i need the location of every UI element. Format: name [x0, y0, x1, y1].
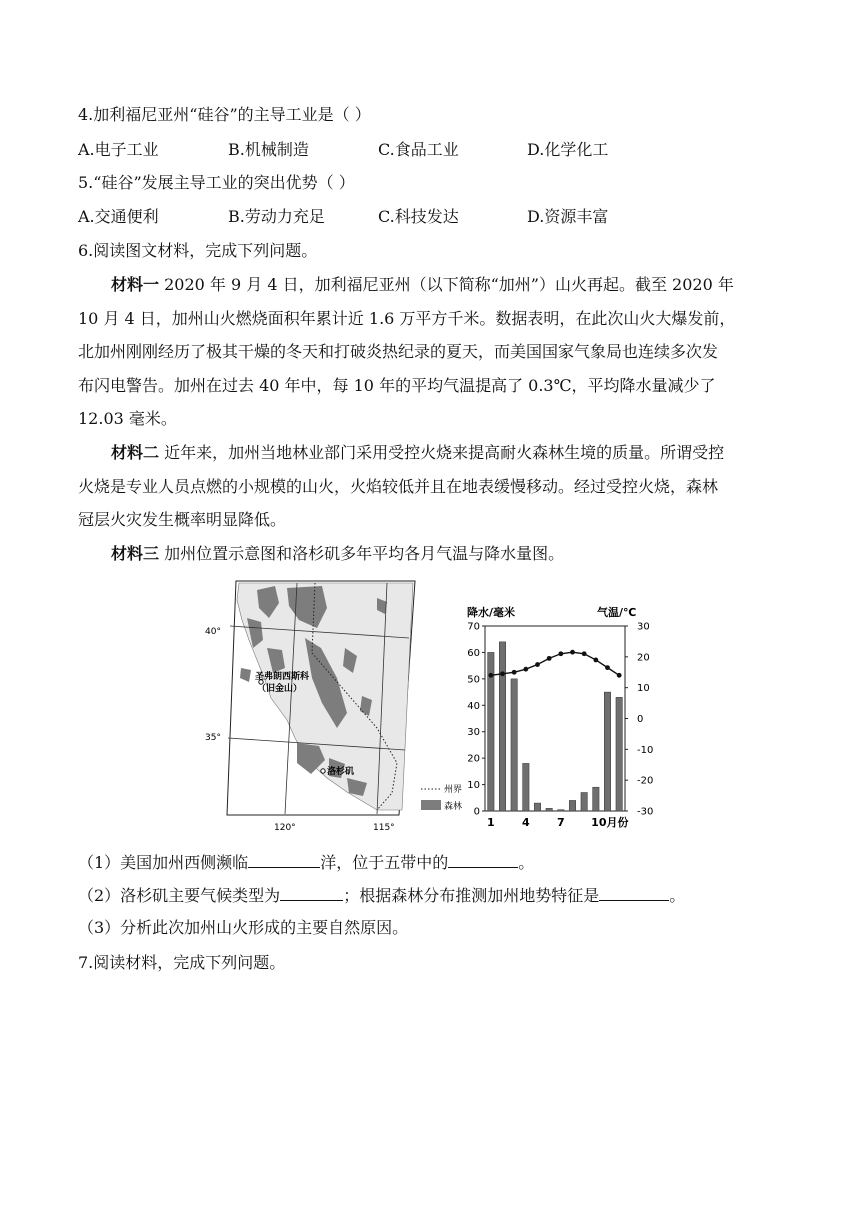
temperature-line [491, 652, 619, 675]
q4-stem: 4.加利福尼亚州“硅谷”的主导工业是（ ） [78, 105, 371, 124]
temperature-point-1 [488, 673, 493, 678]
material-1-label: 材料一 [111, 275, 160, 294]
material-1-text: 2020 年 9 月 4 日，加利福尼亚州（以下简称“加州”）山火再起。截至 2020 年 [159, 275, 734, 294]
right-tick-label: 30 [637, 621, 650, 633]
sub2-text-b: ；根据森林分布推测加州地势特征是 [343, 886, 600, 905]
material-3-line [111, 543, 564, 565]
sf-label-2: （旧金山） [257, 684, 303, 694]
left-tick-label: 60 [467, 647, 480, 659]
x-tick-label: 4 [522, 816, 530, 829]
left-tick-label: 40 [467, 700, 480, 712]
q4-option-d: D.化学化工 [527, 140, 609, 159]
right-axis-title: 气温/℃ [597, 606, 637, 619]
material-3-text: 加州位置示意图和洛杉矶多年平均各月气温与降水量图。 [159, 544, 565, 563]
x-tick-label: 10月份 [591, 816, 629, 829]
lat-35-label: 35° [205, 733, 221, 743]
sub1-text-c: 。 [518, 853, 535, 872]
precip-bar-4 [523, 763, 529, 811]
temperature-point-2 [500, 671, 505, 676]
material-1-line-2: 10 月 4 日，加州山火燃烧面积年累计近 1.6 万平方千米。数据表明，在此次山火大爆发前， [78, 309, 736, 328]
chart-plot-frame [485, 626, 625, 811]
left-axis-title: 降水/毫米 [467, 606, 516, 619]
precip-bar-11 [604, 692, 610, 811]
precip-bar-2 [499, 642, 505, 811]
lon-120-label: 120° [274, 823, 296, 833]
sub2-blank-2[interactable] [599, 884, 669, 901]
q5-option-a: A.交通便利 [78, 207, 159, 226]
sub2-blank-1[interactable] [280, 884, 343, 901]
sub1-text-b: 洋，位于五带中的 [320, 853, 449, 872]
temperature-point-10 [593, 658, 598, 663]
q5-stem: 5.“硅谷”发展主导工业的突出优势（ ） [78, 173, 355, 192]
sf-label: 圣弗朗西斯科 [255, 672, 310, 682]
lon-115-label: 115° [373, 823, 395, 833]
right-tick-label: -10 [637, 744, 654, 756]
left-tick-label: 70 [467, 621, 480, 633]
precip-bar-3 [511, 679, 517, 811]
sub1-text-a: （1）美国加州西侧濒临 [78, 853, 249, 872]
material-1-line-5: 12.03 毫米。 [78, 409, 177, 428]
material-2-text: 近年来，加州当地林业部门采用受控火烧来提高耐火森林生境的质量。所谓受控 [159, 443, 725, 462]
temperature-point-5 [535, 662, 540, 667]
temperature-point-7 [558, 651, 563, 656]
material-1-line-4: 布闪电警告。加州在过去 40 年中，每 10 年的平均气温提高了 0.3℃，平均降水量减少了 [78, 376, 716, 395]
material-2-line-2: 火烧是专业人员点燃的小规模的山火，火焰较低并且在地表缓慢移动。经过受控火烧，森林 [78, 477, 719, 496]
q5-option-c: C.科技发达 [378, 207, 459, 226]
precip-bar-8 [569, 800, 575, 811]
precip-bar-7 [558, 810, 564, 811]
left-tick-label: 0 [473, 806, 480, 818]
temperature-point-12 [617, 673, 622, 678]
x-tick-label: 1 [487, 816, 495, 829]
material-1-line [111, 274, 734, 296]
figure-svg [205, 578, 654, 833]
material-1-line-3: 北加州刚刚经历了极其干燥的冬天和打破炎热纪录的夏天，而美国国家气象局也连续多次发 [78, 342, 719, 361]
map-legend [421, 783, 462, 812]
sub2-text-c: 。 [669, 886, 686, 905]
left-tick-label: 20 [467, 753, 480, 765]
right-tick-label: 20 [637, 652, 650, 664]
climate-chart [467, 605, 653, 829]
q4-option-c: C.食品工业 [378, 140, 459, 159]
temperature-point-8 [570, 650, 575, 655]
precip-bar-6 [546, 808, 552, 811]
temperature-point-6 [547, 656, 552, 661]
left-tick-label: 10 [467, 780, 480, 792]
legend-forest-swatch [421, 800, 441, 810]
q6-sub1 [78, 851, 534, 874]
precip-bar-9 [581, 793, 587, 812]
right-tick-label: -20 [637, 775, 654, 787]
material-3-label: 材料三 [111, 544, 160, 563]
q7-stem: 7.阅读材料，完成下列问题。 [78, 953, 286, 972]
temperature-point-3 [512, 670, 517, 675]
sub1-blank-1[interactable] [248, 851, 320, 868]
q4-option-b: B.机械制造 [228, 140, 309, 159]
right-tick-label: 10 [637, 683, 650, 695]
la-marker [321, 769, 325, 773]
temperature-point-4 [523, 667, 528, 672]
sub2-text-a: （2）洛杉矶主要气候类型为 [78, 886, 281, 905]
q6-sub3: （3）分析此次加州山火形成的主要自然原因。 [78, 918, 409, 937]
material-2-line-3: 冠层火灾发生概率明显降低。 [78, 510, 287, 529]
left-tick-label: 50 [467, 674, 480, 686]
left-tick-label: 30 [467, 727, 480, 739]
precip-bar-10 [593, 787, 599, 811]
material-3-figure [205, 578, 654, 833]
lat-40-label: 40° [205, 627, 221, 637]
material-2-line [111, 442, 724, 464]
q5-option-b: B.劳动力充足 [228, 207, 325, 226]
precip-bar-12 [616, 697, 622, 811]
precip-bar-5 [534, 803, 540, 811]
q5-option-d: D.资源丰富 [527, 207, 609, 226]
la-label: 洛杉矶 [327, 767, 355, 777]
temperature-point-9 [582, 651, 587, 656]
legend-forest-label: 森林 [444, 802, 463, 812]
right-tick-label: 0 [637, 714, 644, 725]
legend-border-label: 州界 [444, 785, 463, 795]
material-2-label: 材料二 [111, 443, 160, 462]
q6-sub2 [78, 884, 685, 907]
sub1-blank-2[interactable] [448, 851, 518, 868]
q6-stem: 6.阅读图文材料，完成下列问题。 [78, 241, 318, 260]
temperature-point-11 [605, 665, 610, 670]
x-tick-label: 7 [557, 816, 565, 829]
california-map [205, 581, 415, 833]
q4-option-a: A.电子工业 [78, 140, 159, 159]
right-tick-label: -30 [637, 806, 654, 818]
